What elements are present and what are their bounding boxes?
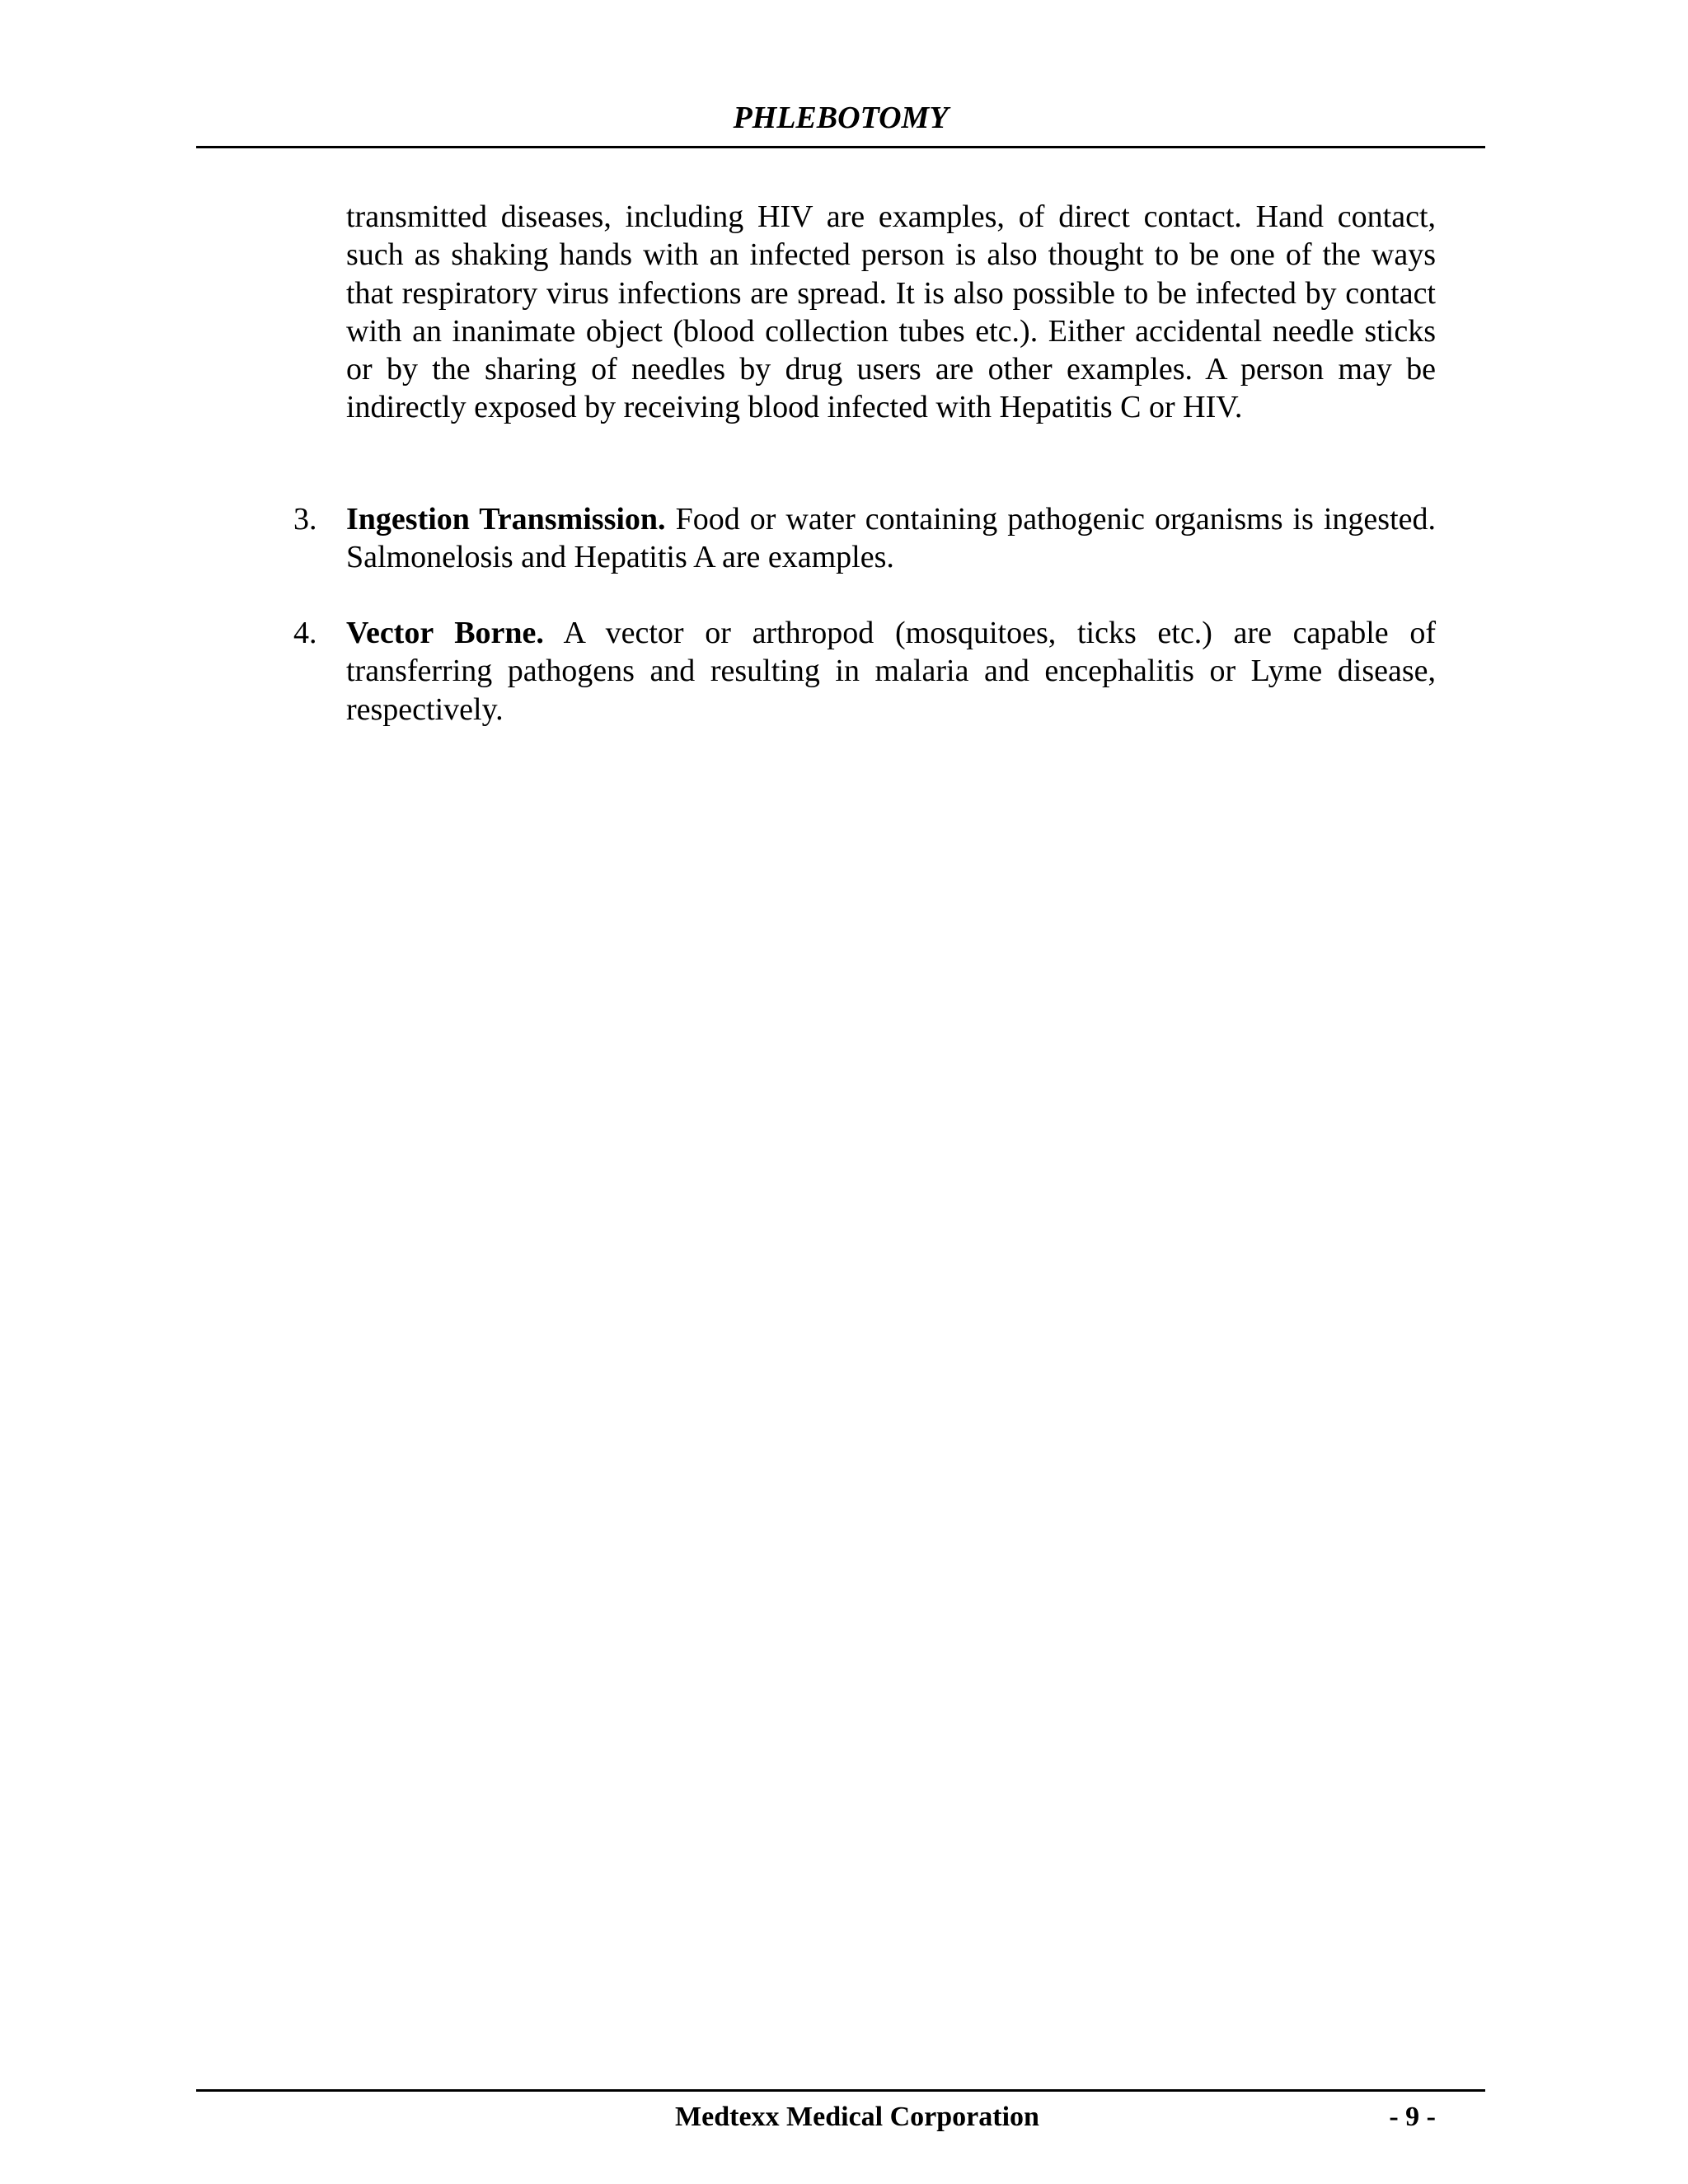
list-item-lead: Vector Borne.: [346, 616, 544, 650]
list-item-body: [346, 500, 1436, 577]
list-item-lead: Ingestion Transmission.: [346, 502, 666, 537]
list-item-body: [346, 614, 1436, 729]
list-item-ingestion-transmission: [293, 500, 1436, 577]
footer-page-number: - 9 -: [1389, 2102, 1436, 2132]
list-item-number: 4.: [293, 616, 317, 650]
list-item-text: Food or water containing pathogenic organisms is ingested. Salmonelosis and Hepatitis A are examples.: [346, 502, 1437, 575]
page-header-title: PHLEBOTOMY: [733, 101, 949, 135]
continuation-paragraph: transmitted diseases, including HIV are examples, of direct contact. Hand contact, such as shaking hands with an infected person is also thought to be one of the ways that respiratory virus infections are spread. It is also possible to be infected by contact with an inanimate object (blood collection tubes etc.). Either accidental needle sticks or by the sharing of needles by drug users are other examples. A person may be indirectly exposed by receiving blood infected with Hepatitis C or HIV.: [346, 199, 1436, 425]
footer-organization: Medtexx Medical Corporation: [675, 2102, 1039, 2132]
list-item-number: 3.: [293, 502, 317, 537]
header-rule: [196, 146, 1485, 148]
list-item-vector-borne: [293, 614, 1436, 729]
list-item-text: A vector or arthropod (mosquitoes, ticks etc.) are capable of transferring pathogens and resulting in malaria and encephalitis or Lyme disease, respectively.: [346, 616, 1437, 727]
footer-rule: [196, 2089, 1485, 2092]
